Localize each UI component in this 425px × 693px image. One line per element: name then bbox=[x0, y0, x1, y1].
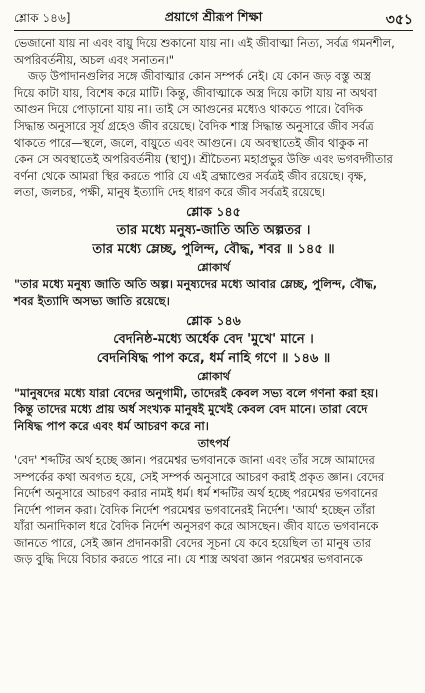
verse-line: তার মধ্যে ম্লেচ্ছ, পুলিন্দ, বৌদ্ধ, শবর ॥ ১৪৫ ॥ bbox=[92, 241, 335, 257]
purport-line: জানতে পারে, সেই জ্ঞান প্রদানকারী বেদের সূচনা যে কবে হয়েছিল তা মানুষ তার bbox=[14, 535, 372, 550]
page-header bbox=[14, 8, 413, 28]
translation-line: "মানুষদের মধ্যে যারা বেদের অনুগামী, তাদেরই কেবল সভ্য বলে গণনা করা হয়। bbox=[14, 385, 379, 400]
page-number: ৩৫১ bbox=[385, 12, 413, 28]
header-chapter-title: প্রয়াগে শ্রীরূপ শিক্ষা bbox=[164, 9, 263, 24]
verse-heading: শ্লোক ১৪৫ bbox=[186, 203, 241, 219]
translation-line: কিন্তু তাদের মধ্যে প্রায় অর্ধ সংখ্যক মানুষই মুখেই কেবল বেদ মানে। তারা বেদে bbox=[14, 402, 368, 417]
translation-line: নিষিদ্ধ পাপ করে এবং ধর্ম আচরণ করে না। bbox=[14, 419, 209, 434]
paragraph-1 bbox=[14, 35, 413, 68]
purport-line: নির্দেশ পালন করা। বৈদিক নির্দেশ পরমেশ্বর ভগবানেরই নির্দেশ। 'আর্য' হচ্ছেন তাঁরা bbox=[14, 502, 375, 517]
translation-line: শবর ইত্যাদি অসভ্য জাতি রয়েছে। bbox=[14, 293, 170, 308]
purport-heading: তাৎপর্য bbox=[197, 436, 230, 450]
text-line: লতা, জলচর, পক্ষী, মানুষ ইত্যাদি দেহ ধারণ করে জীব সর্বত্রই রয়েছে। bbox=[14, 185, 326, 200]
text-line: বর্ণনা থেকে আমরা স্থির করতে পারি যে এই ব্রহ্মাণ্ডের সর্বত্রই জীব রয়েছে। বৃক্ষ, bbox=[14, 168, 367, 183]
purport-line: জড় বুদ্ধি দিয়ে বিচার করতে পারে না। যে শাস্ত্র অথবা জ্ঞান পরমেশ্বর ভগবানকে bbox=[14, 552, 363, 567]
verse-heading: শ্লোক ১৪৬ bbox=[186, 312, 241, 328]
verse-line: বেদনিষিদ্ধ পাপ করে, ধর্ম নাহি গণে ॥ ১৪৬ ॥ bbox=[96, 350, 331, 366]
purport-line: 'বেদ' শব্দটির অর্থ হচ্ছে জ্ঞান। পরমেশ্বর ভগবানকে জানা এবং তাঁর সঙ্গে আমাদের bbox=[14, 452, 375, 467]
purport-line: যাঁরা অনাদিকাল ধরে বৈদিক নির্দেশ অনুসরণ করে আসছেন। জীব যাতে ভগবানকে bbox=[14, 519, 379, 534]
verse-line: বেদনিষ্ঠ-মধ্যে অর্ধেক বেদ 'মুখে' মানে । bbox=[113, 331, 314, 347]
verse-145 bbox=[14, 203, 413, 310]
verse-146 bbox=[14, 312, 413, 569]
translation-line: "তার মধ্যে মনুষ্য জাতি অতি অল্প। মনুষ্যদের মধ্যে আবার ম্লেচ্ছ, পুলিন্দ, বৌদ্ধ, bbox=[14, 276, 378, 291]
purport-line: সম্পর্কের কথা অবগত হয়ে, সেই সম্পর্ক অনুসারে আচরণ করাই প্রকৃত জ্ঞান। বেদের bbox=[14, 469, 385, 484]
purport-line: নির্দেশ অনুসারে আচরণ করার নামই ধর্ম। ধর্ম শব্দটির অর্থ হচ্ছে পরমেশ্বর ভগবানের bbox=[14, 486, 378, 501]
text-line: কেন সে অবস্থাতেই অপরিবর্তনীয় (স্থাণু)। শ্রীচৈতন্য মহাপ্রভুর উক্তি এবং ভগবদ্গীতার bbox=[14, 152, 393, 167]
text-line: থাকতে পারে—স্থলে, জলে, বায়ুতে এবং আগুনে। যে অবস্থাতেই জীব থাকুক না bbox=[14, 135, 369, 150]
text-line: সিদ্ধান্ত অনুসারে সূর্য গ্রহেও জীব রয়েছে। বৈদিক শাস্ত্র সিদ্ধান্ত অনুসারে জীব সর্বত্র bbox=[14, 118, 374, 133]
translation-heading: শ্লোকার্থ bbox=[197, 369, 230, 383]
header-rule bbox=[14, 30, 413, 31]
text-line: আগুন দিয়ে পোড়ানো যায় না। তাই সে আগুনের মধ্যেও থাকতে পারে। বৈদিক bbox=[14, 102, 363, 117]
text-line: দিয়ে কাটা যায়, বিশেষ করে মাটি। কিন্তু, জীবাত্মাকে অস্ত্র দিয়ে কাটা যায় না অথবা bbox=[14, 85, 377, 100]
text-line: ভেজানো যায় না এবং বায়ু দিয়ে শুকানো যায় না। এই জীবাত্মা নিত্য, সর্বত্র গমনশীল, bbox=[14, 36, 395, 50]
text-line: জড় উপাদানগুলির সঙ্গে জীবাত্মার কোন সম্পর্ক নেই। যে কোন জড় বস্তু অস্ত্র bbox=[28, 69, 371, 84]
verse-line: তার মধ্যে মনুষ্য-জাতি অতি অল্পতর । bbox=[116, 222, 311, 238]
translation-heading: শ্লোকার্থ bbox=[197, 260, 230, 274]
header-verse-ref: শ্লোক ১৪৬] bbox=[14, 11, 71, 25]
text-line: অপরিবর্তনীয়, অচল এবং সনাতন।" bbox=[14, 52, 174, 67]
paragraph-2 bbox=[14, 68, 413, 201]
